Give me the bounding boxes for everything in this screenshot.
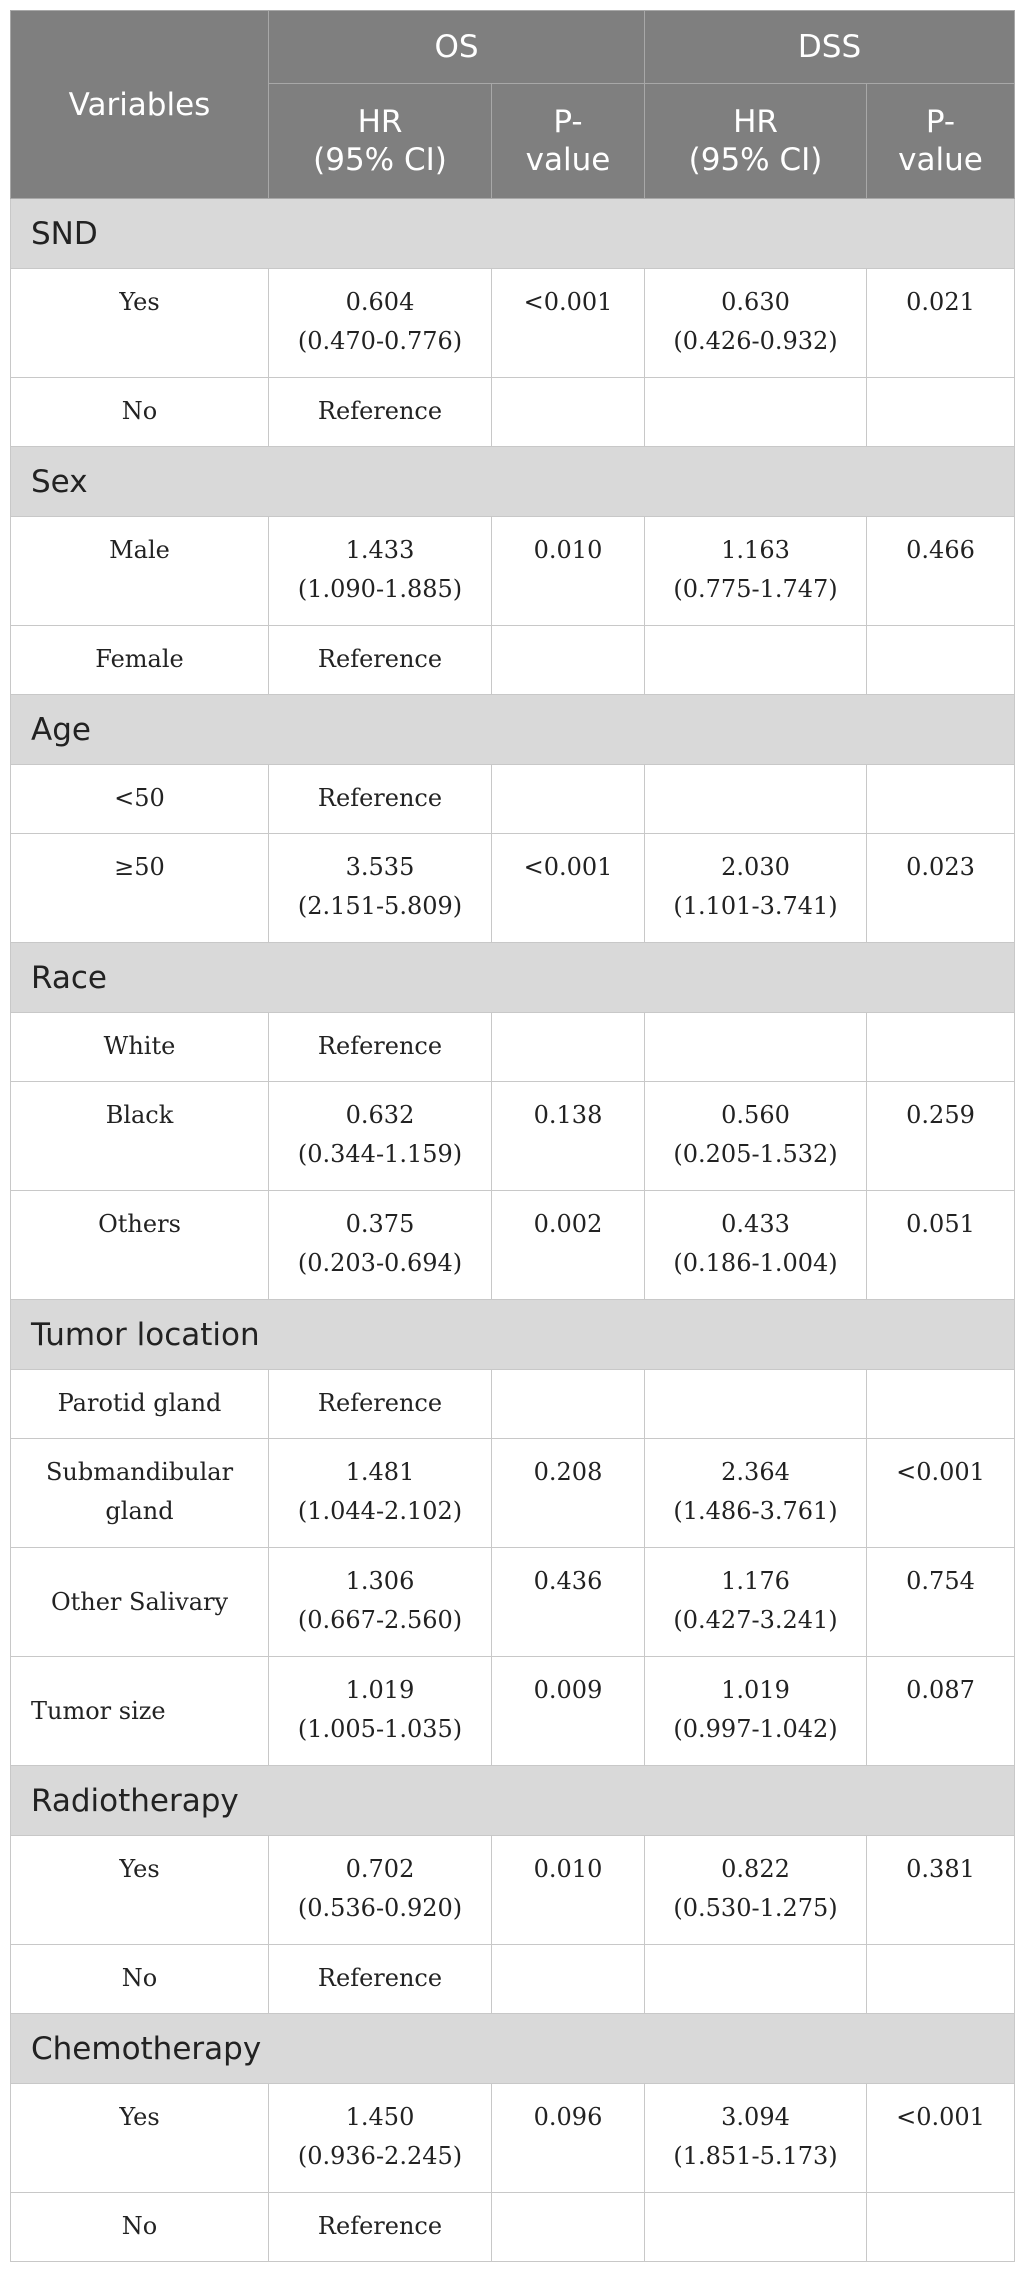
row-label: [11, 517, 269, 626]
os-p-cell: [492, 269, 645, 378]
dss-hr-cell: [645, 765, 867, 834]
row-label-line1: <50: [114, 784, 165, 812]
os-hr-value: Reference: [317, 1389, 443, 1417]
dss-p-value: 0.023: [906, 853, 975, 881]
dss-hr-value: 0.822: [721, 1855, 790, 1883]
os-p-cell: [492, 517, 645, 626]
row-label: [11, 1013, 269, 1082]
table-row: [11, 1191, 1015, 1300]
row-label-line2: gland: [105, 1497, 174, 1525]
os-p-cell: [492, 1836, 645, 1945]
table-row: [11, 1013, 1015, 1082]
dss-hr-cell: [645, 1013, 867, 1082]
row-label: [11, 1082, 269, 1191]
dss-hr-cell: [645, 378, 867, 447]
header-os-p: [492, 84, 645, 199]
os-p-value: 0.009: [533, 1676, 603, 1704]
row-label-line1: Yes: [119, 288, 160, 316]
dss-p-cell: [867, 1836, 1015, 1945]
row-label-line1: Male: [109, 536, 170, 564]
os-p-value: <0.001: [523, 853, 613, 881]
row-label-line1: Submandibular: [45, 1458, 234, 1486]
row-label: [11, 834, 269, 943]
row-label: [11, 765, 269, 834]
dss-hr-value: 1.176: [721, 1567, 790, 1595]
os-p-cell: [492, 1191, 645, 1300]
header-dss: DSS: [645, 11, 1015, 84]
table-row: [11, 765, 1015, 834]
dss-p-cell: [867, 1657, 1015, 1766]
os-hr-cell: [269, 1439, 492, 1548]
dss-hr-cell: [645, 834, 867, 943]
row-label: [11, 2193, 269, 2262]
dss-hr-value: 0.630: [721, 288, 790, 316]
os-p-cell: [492, 1657, 645, 1766]
os-p-cell: [492, 1013, 645, 1082]
os-hr-value: Reference: [317, 645, 443, 673]
os-p-cell: [492, 1082, 645, 1191]
os-hr-cell: [269, 1370, 492, 1439]
dss-hr-ci: (1.101-3.741): [673, 892, 838, 920]
dss-p-value: 0.259: [906, 1101, 975, 1129]
dss-hr-cell: [645, 1191, 867, 1300]
dss-hr-value: 1.163: [721, 536, 790, 564]
header-hr-line1: HR: [733, 104, 778, 140]
results-table: [10, 10, 1015, 2262]
os-hr-value: Reference: [317, 784, 443, 812]
table-row: [11, 2193, 1015, 2262]
section-row: [11, 1300, 1015, 1370]
dss-hr-cell: [645, 626, 867, 695]
os-p-value: 0.436: [533, 1567, 603, 1595]
os-p-cell: [492, 1439, 645, 1548]
row-label: [11, 626, 269, 695]
row-label-line1: Black: [105, 1101, 174, 1129]
section-row: [11, 695, 1015, 765]
dss-hr-ci: (0.775-1.747): [673, 575, 838, 603]
dss-p-cell: [867, 765, 1015, 834]
section-row: [11, 943, 1015, 1013]
table-row: [11, 269, 1015, 378]
table-row: [11, 1657, 1015, 1766]
os-hr-value: 0.632: [345, 1101, 415, 1129]
header-hr-line2: (95% CI): [313, 142, 447, 178]
table-row: [11, 834, 1015, 943]
os-p-cell: [492, 626, 645, 695]
dss-hr-value: 2.030: [721, 853, 790, 881]
dss-p-value: 0.381: [906, 1855, 975, 1883]
header-hr-line2: (95% CI): [688, 142, 823, 178]
dss-hr-cell: [645, 1836, 867, 1945]
os-hr-ci: (0.536-0.920): [297, 1894, 463, 1922]
dss-hr-cell: [645, 1370, 867, 1439]
os-hr-cell: [269, 1191, 492, 1300]
table-row: [11, 1836, 1015, 1945]
dss-hr-ci: (0.426-0.932): [673, 327, 838, 355]
table-row: [11, 378, 1015, 447]
row-label-line1: White: [103, 1032, 176, 1060]
header-os-hr: [269, 84, 492, 199]
os-hr-value: 1.481: [345, 1458, 415, 1486]
header-p-line1: P-: [553, 104, 583, 140]
header-hr-line1: HR: [357, 104, 403, 140]
os-hr-ci: (0.470-0.776): [297, 327, 463, 355]
row-label-line1: No: [121, 397, 158, 425]
os-p-cell: [492, 378, 645, 447]
dss-p-value: <0.001: [896, 1458, 985, 1486]
table-row: [11, 626, 1015, 695]
os-hr-ci: (0.936-2.245): [297, 2142, 463, 2170]
table-row: [11, 1945, 1015, 2014]
os-p-cell: [492, 765, 645, 834]
os-p-value: 0.096: [533, 2103, 603, 2131]
dss-hr-value: 3.094: [721, 2103, 790, 2131]
os-p-cell: [492, 1548, 645, 1657]
os-hr-value: 1.306: [345, 1567, 415, 1595]
os-p-cell: [492, 2084, 645, 2193]
dss-p-cell: [867, 517, 1015, 626]
dss-hr-value: 2.364: [721, 1458, 790, 1486]
row-label-line1: Tumor size: [31, 1696, 166, 1725]
os-hr-value: 0.702: [345, 1855, 415, 1883]
row-label-line1: No: [121, 2212, 158, 2240]
table-row: [11, 1370, 1015, 1439]
os-hr-ci: (1.090-1.885): [297, 575, 463, 603]
header-p-line2: value: [898, 142, 983, 178]
section-title: Age: [11, 695, 1015, 765]
os-p-value: 0.208: [533, 1458, 603, 1486]
header-p-line2: value: [525, 142, 611, 178]
os-hr-value: 0.604: [345, 288, 415, 316]
os-hr-cell: [269, 1657, 492, 1766]
dss-p-cell: [867, 1191, 1015, 1300]
os-p-cell: [492, 1370, 645, 1439]
os-hr-ci: (0.667-2.560): [297, 1606, 463, 1634]
os-hr-cell: [269, 1013, 492, 1082]
os-hr-cell: [269, 834, 492, 943]
os-hr-ci: (1.044-2.102): [297, 1497, 463, 1525]
table-row: [11, 2084, 1015, 2193]
os-hr-value: Reference: [317, 397, 443, 425]
dss-hr-value: 0.433: [721, 1210, 790, 1238]
dss-hr-cell: [645, 1945, 867, 2014]
dss-hr-cell: [645, 1548, 867, 1657]
row-label: [11, 1191, 269, 1300]
dss-hr-cell: [645, 1439, 867, 1548]
row-label-line1: Others: [98, 1210, 181, 1238]
os-hr-cell: [269, 765, 492, 834]
os-hr-value: 1.433: [345, 536, 415, 564]
dss-hr-ci: (0.205-1.532): [673, 1140, 838, 1168]
section-title: Tumor location: [11, 1300, 1015, 1370]
dss-hr-cell: [645, 2193, 867, 2262]
table-row: [11, 1439, 1015, 1548]
dss-p-cell: [867, 626, 1015, 695]
section-title: Radiotherapy: [11, 1766, 1015, 1836]
os-hr-cell: [269, 1548, 492, 1657]
row-label: [11, 378, 269, 447]
dss-p-cell: [867, 1013, 1015, 1082]
row-label: [11, 2084, 269, 2193]
header-dss-hr: [645, 84, 867, 199]
os-p-value: 0.010: [533, 536, 603, 564]
row-label: [11, 269, 269, 378]
os-hr-ci: (0.344-1.159): [297, 1140, 463, 1168]
os-hr-cell: [269, 378, 492, 447]
table-header: [11, 11, 1015, 199]
os-hr-value: 3.535: [345, 853, 415, 881]
dss-p-cell: [867, 1370, 1015, 1439]
dss-p-cell: [867, 1548, 1015, 1657]
dss-p-cell: [867, 1082, 1015, 1191]
section-title: Chemotherapy: [11, 2014, 1015, 2084]
row-label: [11, 1370, 269, 1439]
header-os: OS: [269, 11, 645, 84]
row-label: [11, 1836, 269, 1945]
header-dss-p: [867, 84, 1015, 199]
dss-hr-cell: [645, 1657, 867, 1766]
os-hr-value: Reference: [317, 1964, 443, 1992]
table-body: [11, 199, 1015, 2262]
dss-hr-ci: (0.427-3.241): [673, 1606, 838, 1634]
os-p-value: <0.001: [523, 288, 613, 316]
row-label-line1: Other Salivary: [50, 1587, 229, 1616]
dss-hr-value: 1.019: [721, 1676, 790, 1704]
table-row: [11, 517, 1015, 626]
dss-hr-cell: [645, 2084, 867, 2193]
dss-p-value: 0.754: [906, 1567, 975, 1595]
table-row: [11, 1548, 1015, 1657]
dss-hr-ci: (1.486-3.761): [673, 1497, 838, 1525]
os-hr-cell: [269, 517, 492, 626]
row-label-line1: Yes: [119, 2103, 160, 2131]
os-hr-ci: (2.151-5.809): [297, 892, 463, 920]
section-row: [11, 447, 1015, 517]
row-label-line1: Female: [95, 645, 184, 673]
dss-hr-cell: [645, 269, 867, 378]
section-row: [11, 2014, 1015, 2084]
table-row: [11, 1082, 1015, 1191]
os-hr-value: 1.450: [345, 2103, 415, 2131]
section-row: [11, 1766, 1015, 1836]
os-p-cell: [492, 2193, 645, 2262]
dss-hr-value: 0.560: [721, 1101, 790, 1129]
row-label: [11, 1439, 269, 1548]
row-label-line1: Yes: [119, 1855, 160, 1883]
os-hr-cell: [269, 626, 492, 695]
os-hr-cell: [269, 2084, 492, 2193]
os-hr-cell: [269, 1945, 492, 2014]
header-variables: Variables: [11, 11, 269, 199]
os-hr-value: Reference: [317, 1032, 443, 1060]
dss-hr-cell: [645, 1082, 867, 1191]
section-title: Sex: [11, 447, 1015, 517]
row-label-line1: Parotid gland: [57, 1389, 222, 1417]
dss-p-cell: [867, 269, 1015, 378]
row-label-line1: No: [121, 1964, 158, 1992]
os-p-value: 0.138: [533, 1101, 603, 1129]
dss-p-cell: [867, 1945, 1015, 2014]
dss-hr-ci: (0.530-1.275): [673, 1894, 838, 1922]
dss-hr-ci: (0.186-1.004): [673, 1249, 838, 1277]
os-hr-cell: [269, 1836, 492, 1945]
row-label-line1: ≥50: [114, 853, 165, 881]
row-label: [11, 1657, 269, 1766]
os-p-value: 0.010: [533, 1855, 603, 1883]
dss-p-cell: [867, 2193, 1015, 2262]
header-p-line1: P-: [925, 104, 956, 140]
os-p-value: 0.002: [533, 1210, 603, 1238]
section-row: [11, 199, 1015, 269]
os-hr-cell: [269, 1082, 492, 1191]
row-label: [11, 1945, 269, 2014]
section-title: SND: [11, 199, 1015, 269]
os-hr-value: Reference: [317, 2212, 443, 2240]
dss-p-value: <0.001: [896, 2103, 985, 2131]
os-p-cell: [492, 1945, 645, 2014]
os-hr-value: 0.375: [345, 1210, 415, 1238]
dss-p-value: 0.021: [906, 288, 975, 316]
os-hr-cell: [269, 269, 492, 378]
dss-p-value: 0.051: [906, 1210, 975, 1238]
dss-hr-cell: [645, 517, 867, 626]
os-hr-cell: [269, 2193, 492, 2262]
dss-hr-ci: (0.997-1.042): [673, 1715, 838, 1743]
os-hr-ci: (1.005-1.035): [297, 1715, 463, 1743]
dss-p-cell: [867, 2084, 1015, 2193]
dss-p-value: 0.466: [906, 536, 975, 564]
os-p-cell: [492, 834, 645, 943]
os-hr-value: 1.019: [345, 1676, 415, 1704]
dss-p-value: 0.087: [906, 1676, 975, 1704]
row-label: [11, 1548, 269, 1657]
dss-p-cell: [867, 834, 1015, 943]
dss-p-cell: [867, 378, 1015, 447]
dss-hr-ci: (1.851-5.173): [673, 2142, 838, 2170]
section-title: Race: [11, 943, 1015, 1013]
dss-p-cell: [867, 1439, 1015, 1548]
os-hr-ci: (0.203-0.694): [297, 1249, 463, 1277]
